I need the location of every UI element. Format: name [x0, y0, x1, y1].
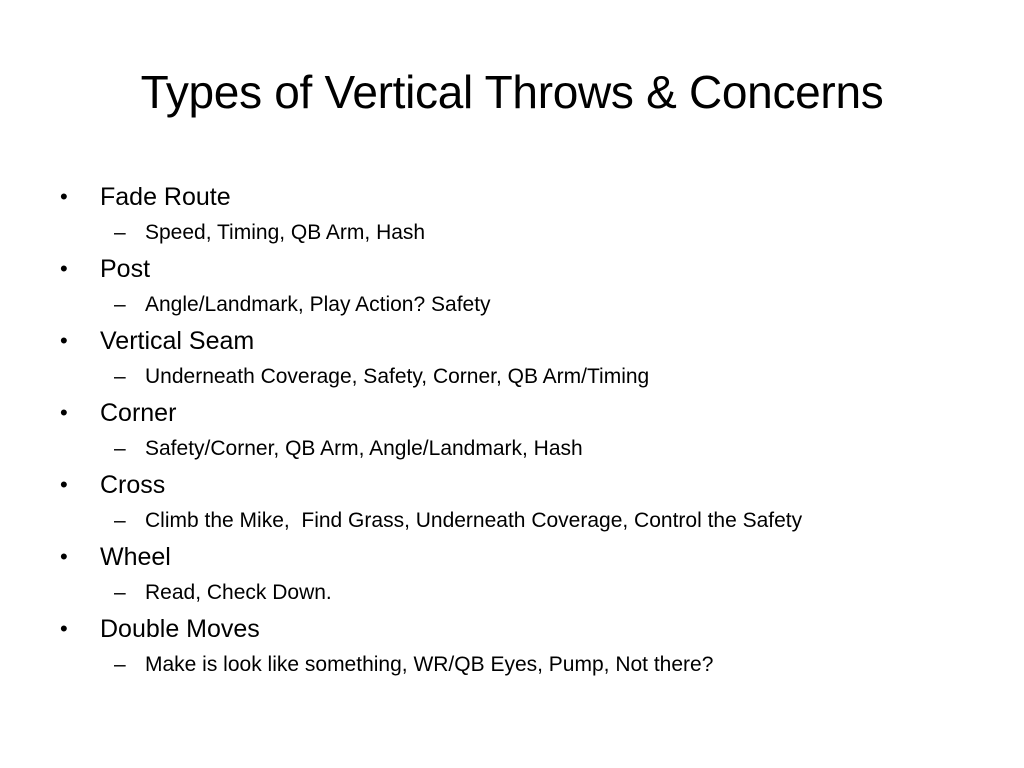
dash-icon: –: [114, 581, 126, 604]
bullet-level-2: [60, 576, 1000, 610]
sub-bullet-text: Make is look like something, WR/QB Eyes, Pump, Not there?: [145, 653, 714, 676]
bullet-text: Fade Route: [100, 183, 231, 211]
bullet-dot-icon: •: [60, 400, 68, 425]
bullet-dot-icon: •: [60, 616, 68, 641]
bullet-text: Corner: [100, 399, 177, 427]
list-item: [60, 466, 1000, 538]
sub-bullet-text: Climb the Mike, Find Grass, Underneath Coverage, Control the Safety: [145, 509, 803, 532]
bullet-level-2: [60, 288, 1000, 322]
dash-icon: –: [114, 365, 126, 388]
bullet-level-1: [60, 322, 1000, 360]
bullet-level-1: [60, 394, 1000, 432]
list-item: [60, 394, 1000, 466]
list-item: [60, 250, 1000, 322]
dash-icon: –: [114, 293, 126, 316]
bullet-level-1: [60, 538, 1000, 576]
sub-bullet-text: Underneath Coverage, Safety, Corner, QB Arm/Timing: [145, 365, 650, 388]
bullet-level-1: [60, 250, 1000, 288]
bullet-level-1: [60, 466, 1000, 504]
bullet-text: Post: [100, 255, 151, 283]
list-item: [60, 322, 1000, 394]
bullet-level-2: [60, 216, 1000, 250]
sub-bullet-text: Read, Check Down.: [145, 581, 332, 604]
bullet-level-2: [60, 432, 1000, 466]
bullet-level-2: [60, 360, 1000, 394]
slide-title: Types of Vertical Throws & Concerns: [140, 66, 884, 118]
bullet-dot-icon: •: [60, 544, 68, 569]
list-item: [60, 538, 1000, 610]
dash-icon: –: [114, 509, 126, 532]
sub-bullet-text: Angle/Landmark, Play Action? Safety: [145, 293, 491, 316]
dash-icon: –: [114, 437, 126, 460]
bullet-level-2: [60, 648, 1000, 682]
bullet-text: Double Moves: [100, 615, 260, 643]
list-item: [60, 178, 1000, 250]
bullet-text: Cross: [100, 471, 166, 499]
bullet-text: Wheel: [100, 543, 171, 571]
bullet-list: [60, 178, 1000, 682]
bullet-level-1: [60, 178, 1000, 216]
bullet-dot-icon: •: [60, 184, 68, 209]
sub-bullet-text: Speed, Timing, QB Arm, Hash: [145, 221, 426, 244]
bullet-dot-icon: •: [60, 472, 68, 497]
dash-icon: –: [114, 221, 126, 244]
dash-icon: –: [114, 653, 126, 676]
bullet-dot-icon: •: [60, 256, 68, 281]
bullet-level-1: [60, 610, 1000, 648]
list-item: [60, 610, 1000, 682]
sub-bullet-text: Safety/Corner, QB Arm, Angle/Landmark, Hash: [145, 437, 583, 460]
bullet-level-2: [60, 504, 1000, 538]
bullet-dot-icon: •: [60, 328, 68, 353]
bullet-text: Vertical Seam: [100, 327, 255, 355]
